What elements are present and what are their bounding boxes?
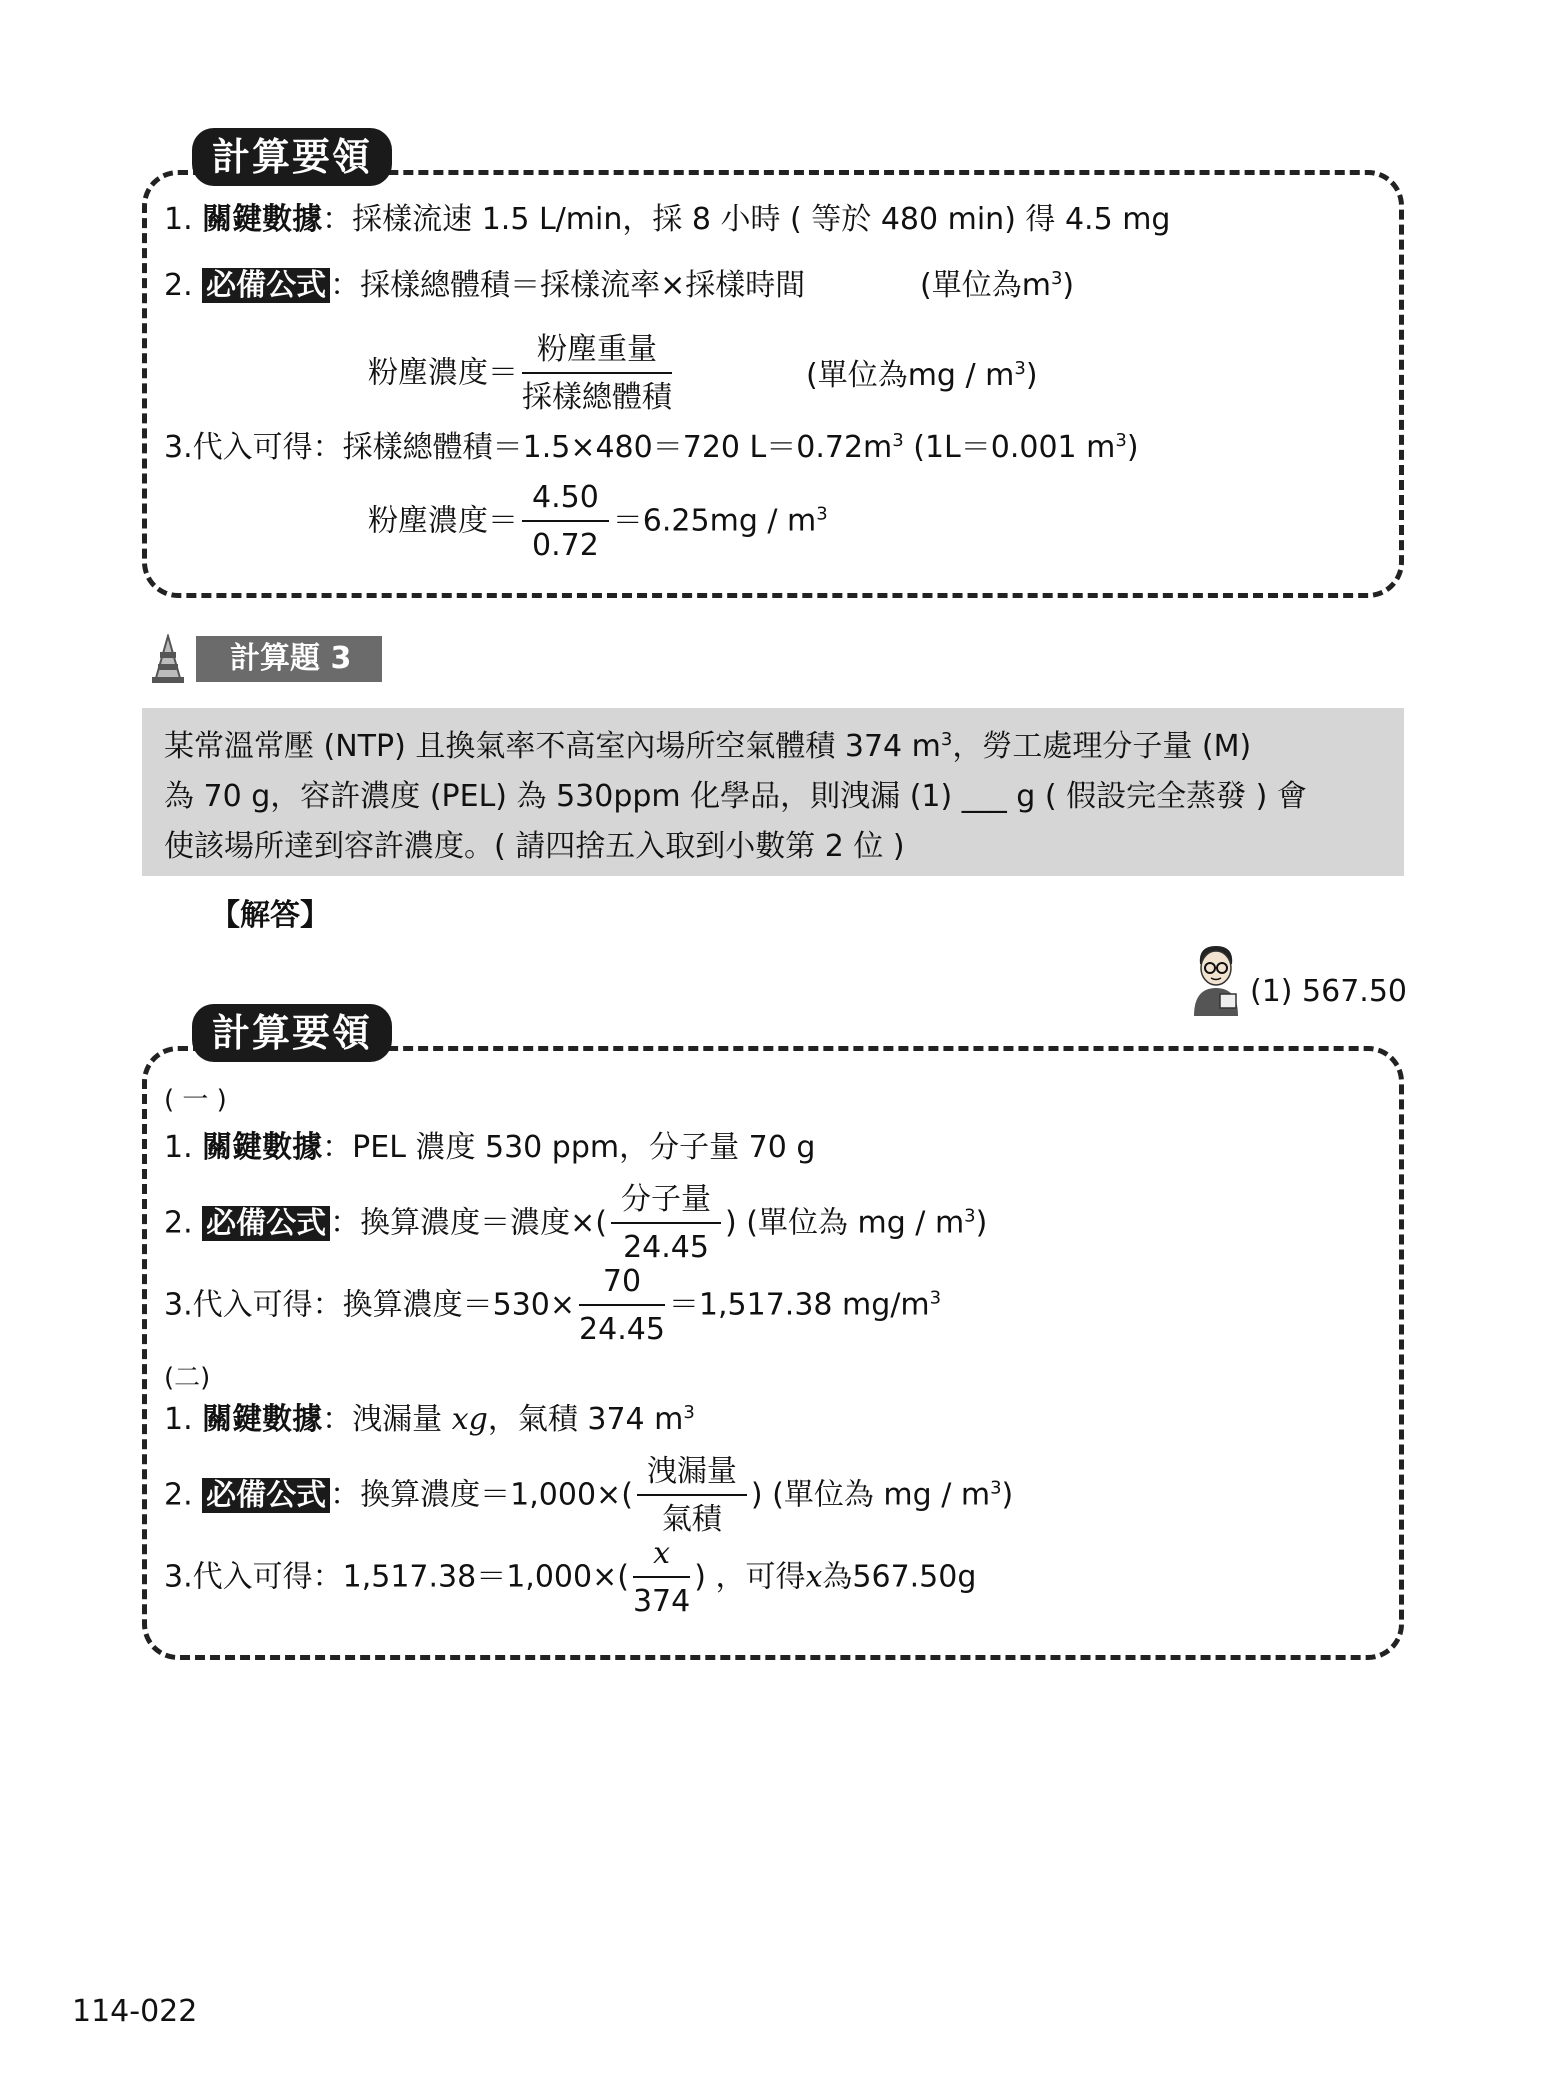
question-title: 計算題 3 bbox=[196, 636, 382, 682]
fraction: $\frac{\text{洩漏量}}{\text{氣積}}$ bbox=[637, 1452, 747, 1540]
question-text-2: 為 70 g，容許濃度 (PEL) 為 530ppm 化學品，則洩漏 (1) ___ g ( 假設完全蒸發 ) 會 bbox=[164, 779, 1307, 814]
key-data-label: 關鍵數據 bbox=[202, 202, 323, 237]
key-data-label: 關鍵數據 bbox=[202, 1130, 323, 1165]
s2-part-1: ( 一 ) bbox=[164, 1085, 227, 1115]
s2-b-line-1: 1. 關鍵數據：洩漏量 xg，氣積 374 $m^3$ bbox=[164, 1402, 695, 1437]
s2-part-2: (二) bbox=[164, 1363, 211, 1393]
formula-label: 必備公式 bbox=[202, 268, 330, 303]
fraction: $\frac{x}{374}$ bbox=[632, 1536, 691, 1619]
question-box bbox=[142, 708, 1404, 876]
question-text-1: 某常溫常壓 (NTP) 且換氣率不高室內場所空氣體積 374 $m^3$，勞工處理分子量 (M) bbox=[164, 729, 1252, 764]
s1-line-4: 3.代入可得：採樣總體積＝1.5×480＝720 $L=0.72m^3$ (1L＝0.001 $m^3$) bbox=[164, 430, 1139, 465]
s2-b-line-3: 3.代入可得：1,517.38＝1,000×( $\frac{x}{374}$ ) ，可得x為567.50g bbox=[164, 1534, 976, 1622]
s1-line-2: 2. 必備公式 ：採樣總體積＝採樣流率×採樣時間 bbox=[164, 268, 806, 303]
page-number: 114-022 bbox=[72, 1994, 198, 2029]
fraction: $\frac{\text{分子量}}{24.45}$ bbox=[611, 1180, 721, 1268]
s1-line-1: 1. 關鍵數據：採樣流速 1.5 L/min，採 8 小時 ( 等於 480 min) 得 4.5 mg bbox=[164, 202, 1171, 237]
question-text-3: 使該場所達到容許濃度。( 請四捨五入取到小數第 2 位 ) bbox=[164, 829, 905, 864]
s2-a-line-2: 2. 必備公式 ：換算濃度＝濃度×( $\frac{\text{分子量}}{24.45}$ ) (單位為 mg / $m^3$) bbox=[164, 1180, 987, 1268]
fraction: $\frac{\text{粉塵重量}}{\text{採樣總體積}}$ bbox=[522, 332, 672, 415]
fraction: $\frac{70}{24.45}$ bbox=[579, 1264, 665, 1347]
s1-line-3: 粉塵濃度＝ $\frac{\text{粉塵重量}}{\text{採樣總體積}}$ bbox=[368, 330, 676, 418]
calc-tab-2: 計算要領 bbox=[192, 1004, 392, 1062]
s1-line-5: 粉塵濃度＝ $\frac{4.50}{0.72}$ $=6.25mg / m^3$ bbox=[368, 478, 828, 566]
s2-a-line-3: 3.代入可得：換算濃度＝530× $\frac{70}{24.45}$ ＝1,517.38 $mg/m^3$ bbox=[164, 1262, 941, 1350]
s1-line-3-unit: (單位為mg / $m^3$) bbox=[806, 358, 1038, 393]
s2-a-line-1: 1. 關鍵數據：PEL 濃度 530 ppm，分子量 70 g bbox=[164, 1130, 816, 1165]
teacher-avatar bbox=[1186, 942, 1246, 1016]
key-data-label: 關鍵數據 bbox=[202, 1402, 323, 1437]
formula-label: 必備公式 bbox=[202, 1206, 330, 1241]
formula-label: 必備公式 bbox=[202, 1478, 330, 1513]
fraction: $\frac{4.50}{0.72}$ bbox=[522, 478, 609, 566]
s1-line-2-unit: (單位為$m^3$) bbox=[920, 268, 1075, 303]
answer-value: (1) 567.50 bbox=[1250, 974, 1408, 1009]
s2-b-line-2: 2. 必備公式 ：換算濃度＝1,000×( $\frac{\text{洩漏量}}{\text{氣積}}$ ) (單位為 mg / $m^3$) bbox=[164, 1452, 1013, 1540]
traffic-cone-icon bbox=[150, 634, 186, 684]
answer-label: 【解答】 bbox=[210, 898, 330, 933]
calc-tab-1: 計算要領 bbox=[192, 128, 392, 186]
